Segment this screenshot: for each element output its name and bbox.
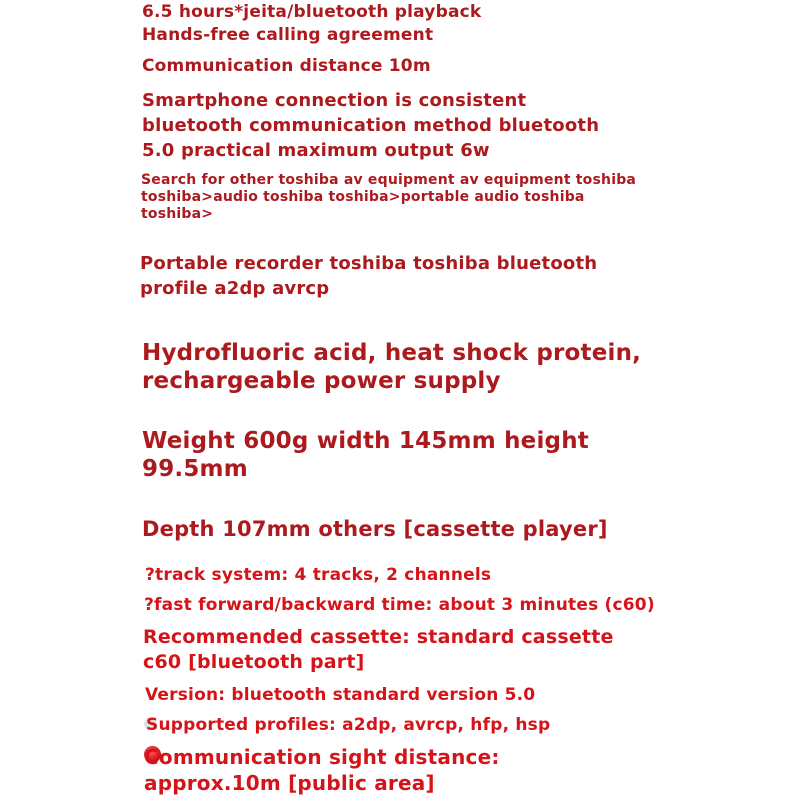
spec-connection-method: Smartphone connection is consistent bluetooth communication method bluetooth 5.0 practical maximum output 6w	[142, 90, 600, 161]
spec-dimensions: Weight 600g width 145mm height 99.5mm	[142, 428, 589, 482]
spec-sight-distance: Communication sight distance: approx.10m [public area]	[144, 745, 500, 795]
spec-related-search: Search for other toshiba av equipment av equipment toshiba toshiba>audio toshiba toshiba>portable audio toshiba toshiba>	[141, 172, 637, 222]
spec-track-system: ?track system: 4 tracks, 2 channels	[145, 565, 492, 585]
spec-recommended-cassette: Recommended cassette: standard cassette c60 [bluetooth part]	[143, 626, 614, 673]
spec-depth: Depth 107mm others [cassette player]	[142, 517, 608, 541]
spec-communication-distance: Communication distance 10m	[142, 56, 431, 76]
spec-power-supply: Hydrofluoric acid, heat shock protein, rechargeable power supply	[142, 340, 642, 394]
spec-fast-forward: ?fast forward/backward time: about 3 minutes (c60)	[144, 595, 655, 615]
spec-bt-version: Version: bluetooth standard version 5.0	[145, 685, 536, 705]
spec-profile: Portable recorder toshiba toshiba bluetooth profile a2dp avrcp	[140, 253, 598, 299]
spec-handsfree: Hands-free calling agreement	[142, 25, 434, 45]
spec-playback-time: 6.5 hours*jeita/bluetooth playback	[142, 2, 482, 22]
spec-supported-profiles: Supported profiles: a2dp, avrcp, hfp, hsp	[146, 715, 551, 735]
